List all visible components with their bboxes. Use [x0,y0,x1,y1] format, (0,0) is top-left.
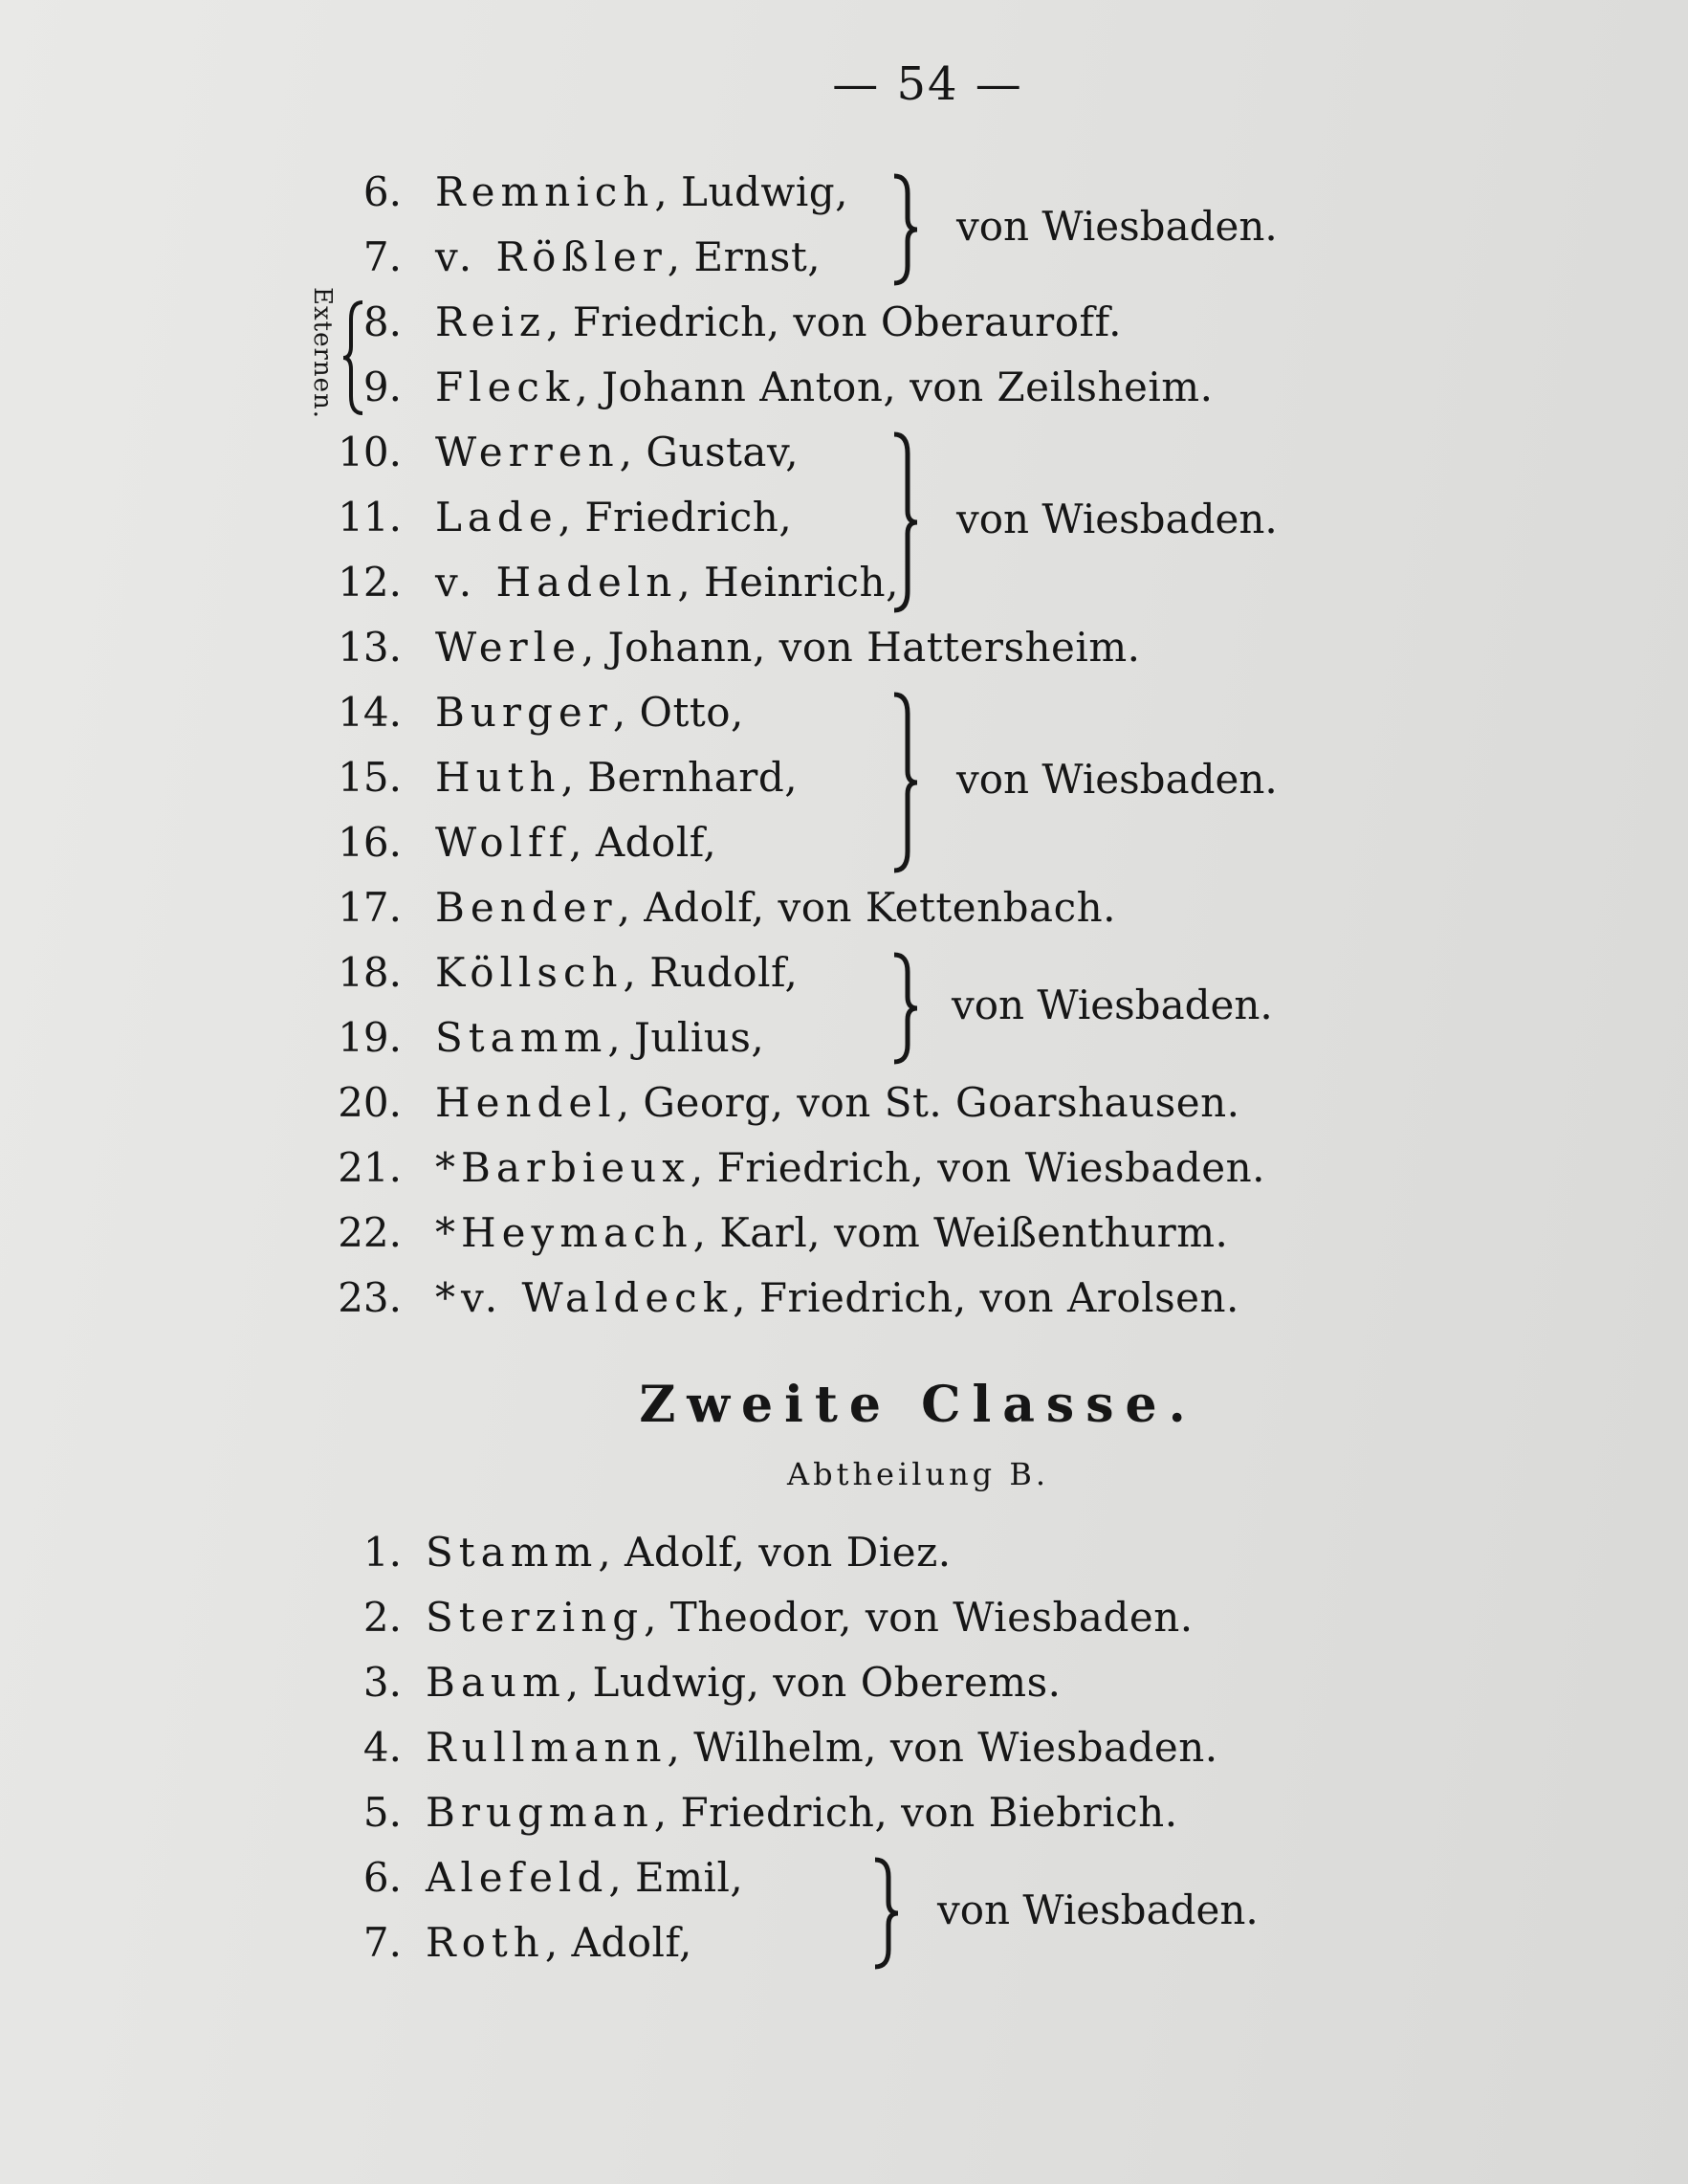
entry-surname: Brugman [426,1789,654,1836]
entry-rest: , Bernhard, [560,754,799,801]
entry-rest: , Otto, [612,689,744,736]
entry-number: 1. [362,1529,402,1576]
entry-text [426,1913,692,1973]
brace-icon [866,1856,904,1971]
entry-rest: , Heinrich, [677,559,899,606]
entry-rest: , Ludwig, [654,168,849,215]
entry-text [435,488,792,547]
entry-rest: , Georg, von St. Goarshausen. [616,1079,1240,1126]
entry-surname: Rullmann [426,1724,668,1771]
entry-rest: , Friedrich, von Arolsen. [733,1274,1239,1321]
entry-rest: , Adolf, von Kettenbach. [617,884,1117,931]
entry-rest: , Theodor, von Wiesbaden. [644,1594,1194,1641]
section-title: Zweite Classe. [639,1376,1197,1434]
entry-number: 13. [338,624,402,671]
entry-number: 17. [338,884,402,931]
entry-surname: Reiz [435,298,547,345]
entry-rest: , Wilhelm, von Wiesbaden. [667,1724,1218,1771]
brace-label: von Wiesbaden. [956,496,1278,542]
entry-number: 7. [362,233,402,280]
entry-number: 8. [362,298,402,345]
entry-text [435,1073,1240,1133]
entry-surname: Huth [435,754,561,801]
entry-number: 3. [362,1659,402,1706]
entry-text [435,878,1116,938]
brace-label: von Wiesbaden. [952,982,1273,1028]
entry-text [435,358,1213,417]
entry-rest: , Emil, [608,1854,744,1901]
entry-text [435,943,798,1003]
entry-surname: Alefeld [426,1854,609,1901]
entry-surname: Roth [426,1919,545,1966]
section-subtitle: Abtheilung B. [786,1456,1050,1492]
entry-number: 6. [362,168,402,215]
entry-surname: Werle [435,624,581,671]
entry-text [435,423,799,482]
entry-number: 20. [338,1079,402,1126]
entry-surname: v. Rößler [435,233,668,280]
entry-text [435,683,744,742]
brace-icon [885,691,923,874]
entry-surname: *Barbieux [435,1144,691,1191]
entry-number: 22. [338,1209,402,1256]
entry-text [435,1203,1228,1263]
entry-number: 19. [338,1014,402,1061]
entry-surname: Stamm [426,1529,599,1576]
entry-rest: , Friedrich, von Oberauroff. [546,298,1122,345]
entry-number: 23. [338,1274,402,1321]
entry-number: 6. [362,1854,402,1901]
entry-number: 21. [338,1144,402,1191]
brace-icon [885,951,923,1066]
entry-text [435,163,848,222]
entry-surname: v. Hadeln [435,559,678,606]
entry-rest: , Gustav, [619,429,800,475]
entry-text [435,1138,1265,1198]
entry-rest: , Ludwig, von Oberems. [565,1659,1062,1706]
entry-surname: *v. Waldeck [435,1274,734,1321]
entry-number: 12. [338,559,402,606]
entry-text [435,228,821,287]
entry-surname: Köllsch [435,949,624,996]
entry-text [435,293,1122,352]
brace-icon [340,298,368,417]
entry-surname: Bender [435,884,618,931]
entry-number: 5. [362,1789,402,1836]
entry-rest: , Ernst, [667,233,822,280]
entry-rest: , Adolf, [544,1919,692,1966]
entry-text [426,1783,1178,1842]
entry-surname: Werren [435,429,620,475]
entry-surname: Baum [426,1659,566,1706]
entry-rest: , Friedrich, von Biebrich. [653,1789,1178,1836]
entry-number: 7. [362,1919,402,1966]
entry-surname: Lade [435,494,559,540]
entry-text [435,1268,1239,1328]
entry-text [426,1718,1218,1777]
entry-rest: , Adolf, [569,819,717,866]
entry-surname: Stamm [435,1014,608,1061]
entry-number: 15. [338,754,402,801]
entry-number: 9. [362,364,402,410]
entry-surname: Hendel [435,1079,617,1126]
entry-rest: , Karl, vom Weißenthurm. [692,1209,1229,1256]
entry-text [426,1653,1062,1712]
entry-surname: Burger [435,689,613,736]
entry-text [426,1588,1194,1647]
brace-label: von Wiesbaden. [956,756,1278,803]
entry-text [435,618,1141,677]
brace-label: von Wiesbaden. [956,203,1278,250]
entry-number: 16. [338,819,402,866]
entry-surname: Remnich [435,168,655,215]
entry-rest: , Friedrich, von Wiesbaden. [690,1144,1266,1191]
entry-rest: , Johann Anton, von Zeilsheim. [575,364,1214,410]
entry-rest: , Johann, von Hattersheim. [581,624,1141,671]
entry-number: 14. [338,689,402,736]
entry-text [435,813,716,872]
entry-surname: *Heymach [435,1209,693,1256]
entry-text [435,748,798,807]
entry-rest: , Rudolf, [623,949,799,996]
entry-number: 4. [362,1724,402,1771]
brace-icon [885,172,923,287]
brace-icon [885,430,923,614]
entry-text [435,1008,764,1068]
entry-rest: , Julius, [607,1014,765,1061]
entry-rest: , Friedrich, [558,494,793,540]
entry-rest: , Adolf, von Diez. [598,1529,952,1576]
entry-number: 2. [362,1594,402,1641]
entry-number: 10. [338,429,402,475]
entry-text [435,553,899,612]
entry-number: 11. [338,494,402,540]
entry-text [426,1523,952,1582]
brace-label: von Wiesbaden. [937,1886,1259,1933]
entry-surname: Fleck [435,364,576,410]
side-note: Externen. [308,287,337,420]
entry-number: 18. [338,949,402,996]
page-number: — 54 — [832,57,1023,111]
entry-text [426,1848,743,1908]
entry-surname: Wolff [435,819,570,866]
entry-surname: Sterzing [426,1594,645,1641]
